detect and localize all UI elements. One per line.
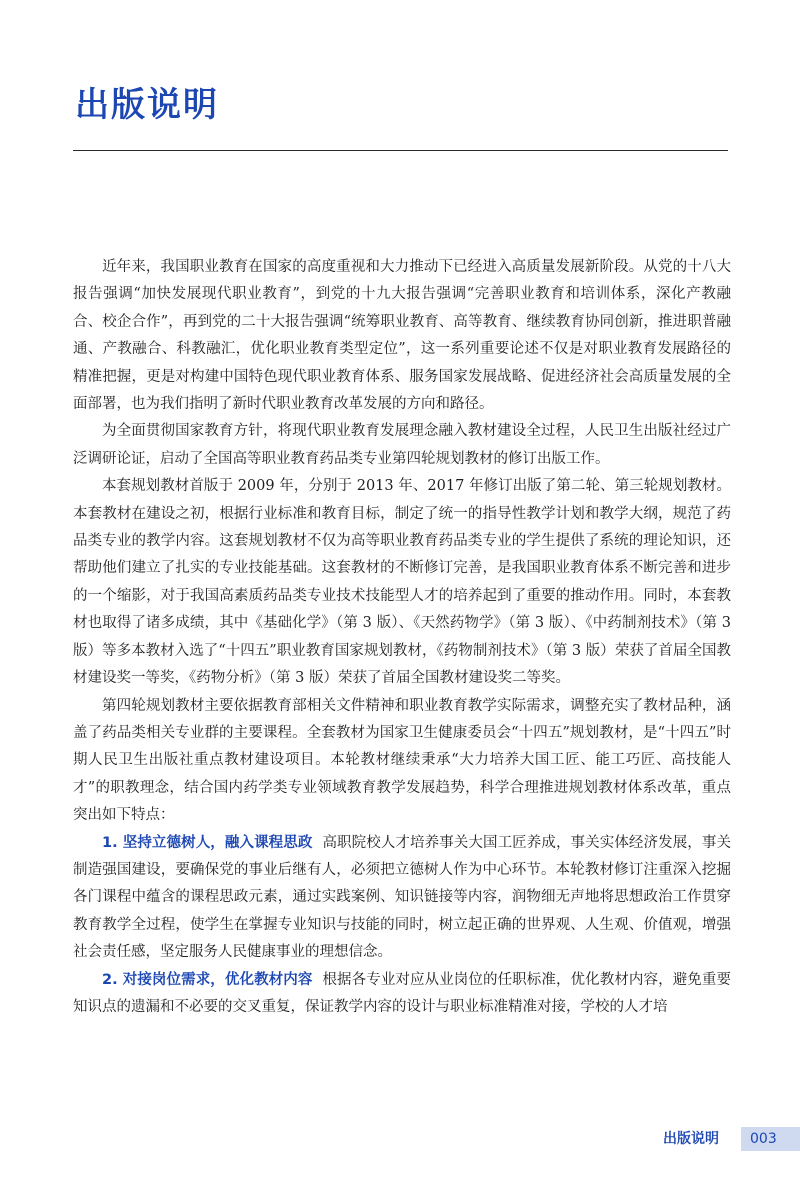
paragraph-6 bbox=[73, 967, 731, 1022]
point-2-text: 根据各专业对应从业岗位的任职标准，优化教材内容，避免重要知识点的遗漏和不必要的交叉重复，保证教学内容的设计与职业标准精准对接，学校的人才培 bbox=[73, 971, 731, 1015]
body-text bbox=[73, 254, 731, 1021]
point-2-heading: 2. 对接岗位需求，优化教材内容 bbox=[102, 971, 313, 988]
paragraph-5 bbox=[73, 830, 731, 967]
title-divider bbox=[73, 150, 728, 151]
paragraph-2: 为全面贯彻国家教育方针，将现代职业教育发展理念融入教材建设全过程，人民卫生出版社经过广泛调研论证，启动了全国高等职业教育药品类专业第四轮规划教材的修订出版工作。 bbox=[73, 423, 731, 467]
footer-section-label: 出版说明 bbox=[663, 1131, 719, 1147]
point-1-text: 高职院校人才培养事关大国工匠养成，事关实体经济发展，事关制造强国建设，要确保党的事业后继有人，必须把立德树人作为中心环节。本轮教材修订注重深入挖掘各门课程中蕴含的课程思政元素，通过实践案例、知识链接等内容，润物细无声地将思想政治工作贯穿教育教学全过程，使学生在掌握专业知识与技能的同时，树立起正确的世界观、人生观、价值观，增强社会责任感，坚定服务人民健康事业的理想信念。 bbox=[73, 834, 731, 961]
paragraph-3: 本套规划教材首版于 2009 年，分别于 2013 年、2017 年修订出版了第二轮、第三轮规划教材。本套教材在建设之初，根据行业标准和教育目标，制定了统一的指导性教学计划和教学大纲，规范了药品类专业的教学内容。这套规划教材不仅为高等职业教育药品类专业的学生提供了系统的理论知识，还帮助他们建立了扎实的专业技能基础。这套教材的不断修订完善，是我国职业教育体系不断完善和进步的一个缩影，对于我国高素质药品类专业技术技能型人才的培养起到了重要的推动作用。同时，本套教材也取得了诸多成绩，其中《基础化学》（第 3 版）、《天然药物学》（第 3 版）、《中药制剂技术》（第 3 版）等多本教材入选了“十四五”职业教育国家规划教材，《药物制剂技术》（第 3 版）荣获了首届全国教材建设奖一等奖，《药物分析》（第 3 版）荣获了首届全国教材建设奖二等奖。 bbox=[73, 478, 731, 687]
page-title: 出版说明 bbox=[75, 85, 219, 125]
page-number: 003 bbox=[741, 1127, 800, 1151]
paragraph-4: 第四轮规划教材主要依据教育部相关文件精神和职业教育教学实际需求，调整充实了教材品种，涵盖了药品类相关专业群的主要课程。全套教材为国家卫生健康委员会“十四五”规划教材，是“十四五”时期人民卫生出版社重点教材建设项目。本轮教材继续秉承“大力培养大国工匠、能工巧匠、高技能人才”的职教理念，结合国内药学类专业领域教育教学发展趋势，科学合理推进规划教材体系改革，重点突出如下特点： bbox=[73, 697, 731, 824]
point-1-heading: 1. 坚持立德树人，融入课程思政 bbox=[102, 834, 313, 851]
paragraph-1: 近年来，我国职业教育在国家的高度重视和大力推动下已经进入高质量发展新阶段。从党的十八大报告强调“加快发展现代职业教育”，到党的十九大报告强调“完善职业教育和培训体系，深化产教融合、校企合作”，再到党的二十大报告强调“统筹职业教育、高等教育、继续教育协同创新，推进职普融通、产教融合、科教融汇，优化职业教育类型定位”，这一系列重要论述不仅是对职业教育发展路径的精准把握，更是对构建中国特色现代职业教育体系、服务国家发展战略、促进经济社会高质量发展的全面部署，也为我们指明了新时代职业教育改革发展的方向和路径。 bbox=[73, 259, 731, 413]
